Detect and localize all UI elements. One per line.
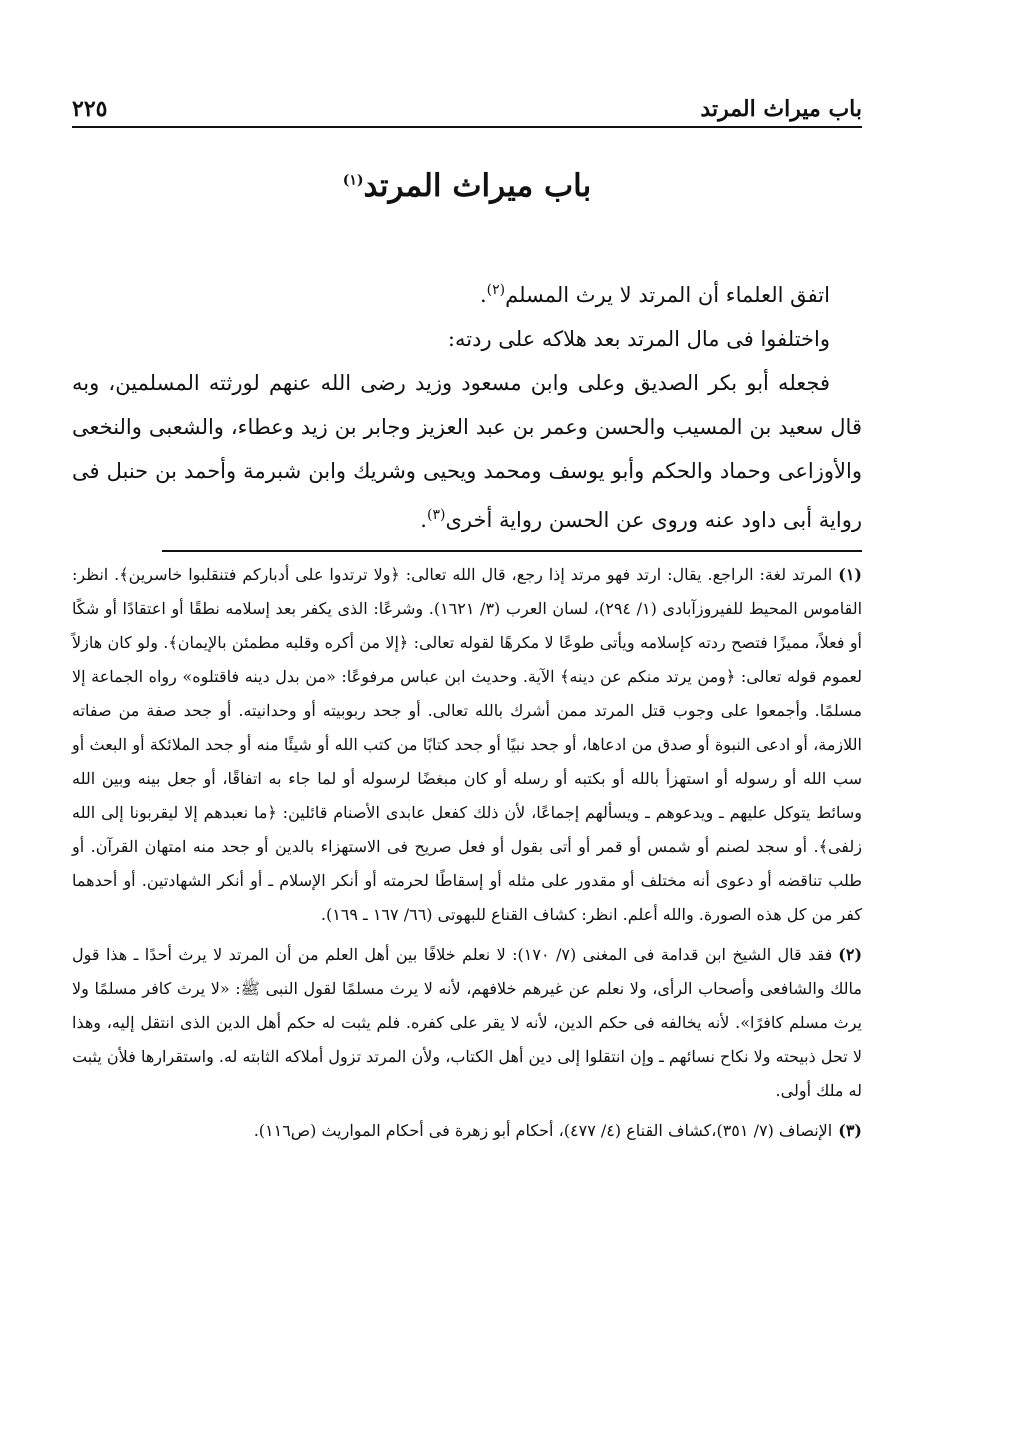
footnote-1-text: المرتد لغة: الراجع. يقال: ارتد فهو مرتد إذا رجع، قال الله تعالى: ﴿ولا ترتدوا على أدباركم فتنقلبوا خاسرين﴾. انظر: القاموس المحيط للفيروزآبادى (١/ ٢٩٤)، لسان العرب (٣/ ١٦٢١). وشرعًا: الذى يكفر بعد إسلامه نطقًا أو اعتقادًا أو شكًا أو فعلاً، مميزًا فتصح ردته كإسلامه ويأتى طوعًا لا مكرهًا لقوله تعالى: ﴿إلا من أكره وقلبه مطمئن بالإيمان﴾. ولو كان هازلاً لعموم قوله تعالى: ﴿ومن يرتد منكم عن دينه﴾ الآية. وحديث ابن عباس مرفوعًا: «من بدل دينه فاقتلوه» رواه الجماعة إلا مسلمًا. وأجمعوا على وجوب قتل المرتد ممن أشرك بالله تعالى. أو جحد ربوبيته أو وحدانيته. أو جحد صفة من صفاته اللازمة، أو ادعى النبوة أو صدق من ادعاها، أو جحد نبيًا أو جحد كتابًا من كتب الله أو شيئًا منه أو جحد الملائكة أو البعث أو سب الله أو رسوله أو استهزأ بالله أو بكتبه أو رسله أو كان مبغضًا لرسوله أو لما جاء به اتفاقًا، أو جعل بينه وبين الله وسائط يتوكل عليهم ـ ويدعوهم ـ ويسألهم إجماعًا، لأن ذلك كفعل عابدى الأصنام قائلين: ﴿ما نعبدهم إلا ليقربونا إلى الله زلفى﴾. أو سجد لصنم أو شمس أو قمر أو أتى بقول أو فعل صريح فى الاستهزاء بالدين أو جحد منه امتهان القرآن. أو طلب تناقضه أو دعوى أنه مختلف أو مقدور على مثله أو إسقاطًا لحرمته أو أنكر الإسلام ـ أو أنكر الشهادتين. أو أحدهما كفر من كل هذه الصورة. والله أعلم. انظر: كشاف القناع للبهوتى (٦٦/ ١٦٧ ـ ١٦٩). bbox=[72, 565, 863, 924]
paragraph-1-text: اتفق العلماء أن المرتد لا يرث المسلم bbox=[505, 283, 830, 307]
paragraph-2: واختلفوا فى مال المرتد بعد هلاكه على ردته: bbox=[447, 327, 830, 351]
page-number: ٢٢٥ bbox=[72, 96, 108, 122]
chapter-title-text: باب ميراث المرتد bbox=[363, 168, 592, 204]
footnote-separator bbox=[162, 550, 862, 552]
footnote-2-text: فقد قال الشيخ ابن قدامة فى المغنى (٧/ ١٧٠): لا نعلم خلافًا بين أهل العلم من أن المرتد لا يرث أحدًا ـ هذا قول مالك والشافعى وأصحاب الرأى، ولا نعلم عن غيرهم خلافهم، لأنه لا يرث مسلمًا لقول النبى ﷺ: «لا يرث كافر مسلمًا ولا يرث مسلم كافرًا». لأنه يخالفه فى حكم الدين، لأنه لا يقر على كفره. فلم يثبت له حكم أهل الدين الذى انتقل إليه، وهذا لا تحل ذبيحته ولا نكاح نسائهم ـ وإن انتقلوا إلى دين أهل الكتاب، ولأن المرتد تزول أملاكه الثابته له. واستقرارها فلأن يثبت له ملك أولى. bbox=[72, 945, 863, 1100]
footnotes bbox=[72, 558, 862, 1154]
paragraph-1 bbox=[72, 268, 862, 317]
chapter-footnote-ref: (١) bbox=[342, 172, 364, 189]
paragraph-3-text: فجعله أبو بكر الصديق وعلى وابن مسعود وزيد رضى الله عنهم لورثته المسلمين، وبه قال سعيد بن المسيب والحسن وعمر بن عبد العزيز وجابر بن زيد وعطاء، والشعبى والنخعى والأوزاعى وحماد والحكم وأبو يوسف ومحمد ويحيى وشريك وابن شبرمة وأحمد بن حنبل فى رواية أبى داود عنه وروى عن الحسن رواية أخرى bbox=[72, 371, 862, 532]
footnote-1 bbox=[72, 558, 862, 932]
main-text bbox=[72, 268, 862, 542]
running-title: باب ميراث المرتد bbox=[700, 96, 862, 122]
footnote-3 bbox=[72, 1114, 862, 1148]
footnote-3-text: الإنصاف (٧/ ٣٥١)،كشاف القناع (٤/ ٤٧٧)، أحكام أبو زهرة فى أحكام المواريث (ص١١٦). bbox=[253, 1121, 833, 1140]
paragraph-3 bbox=[72, 361, 862, 542]
footnote-2-number: (٢) bbox=[838, 945, 863, 964]
footnote-ref-3: (٣) bbox=[426, 507, 446, 523]
footnote-1-number: (١) bbox=[838, 565, 862, 584]
running-header bbox=[72, 84, 862, 128]
paragraph-1-end: . bbox=[479, 283, 487, 307]
chapter-title bbox=[72, 168, 862, 204]
footnote-2 bbox=[72, 938, 862, 1108]
footnote-3-number: (٣) bbox=[838, 1121, 862, 1140]
footnote-ref-2: (٢) bbox=[486, 282, 506, 298]
paragraph-3-end: . bbox=[420, 508, 427, 532]
